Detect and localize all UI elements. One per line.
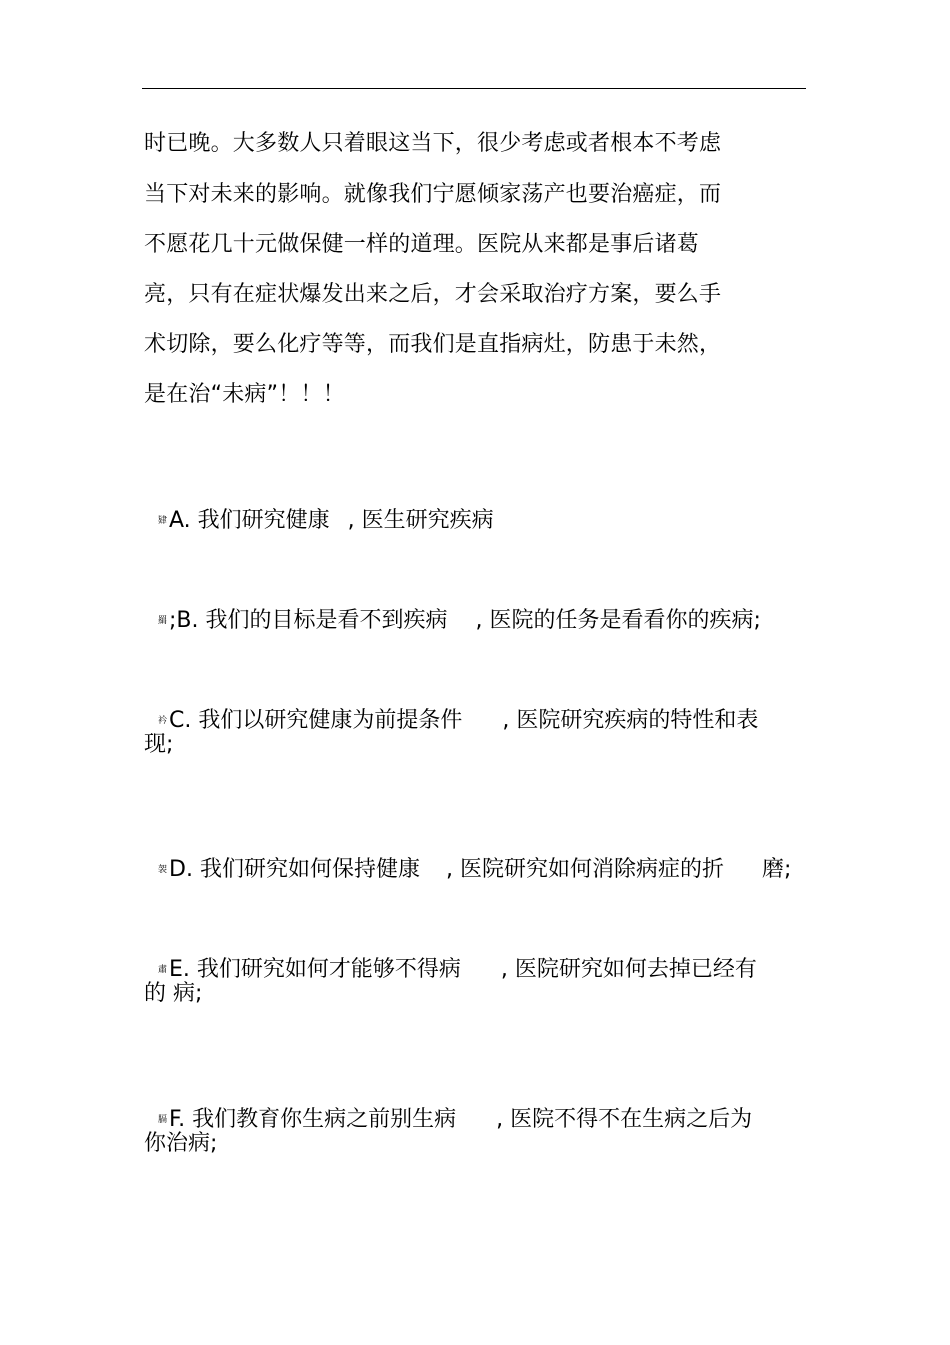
list-item-e [144,931,757,983]
item-left-text: C. 我们以研究健康为前提条件 [169,708,463,733]
list-item-a [144,482,494,534]
paragraph-line-1: 时已晚。大多数人只着眼这当下，很少考虑或者根本不考虑 [144,131,722,156]
item-mark: 羂 [158,616,168,626]
paragraph-line-5: 术切除，要么化疗等等，而我们是直指病灶，防患于未然， [144,332,722,357]
item-left-text: F. 我们教育你生病之前别生病 [169,1107,457,1132]
list-item-c [144,682,758,734]
item-mark: 肄 [158,516,168,526]
item-mark: 衿 [158,716,168,726]
list-item-c-continuation: 现; [144,732,174,757]
item-right-text: , 医院研究如何消除病症的折 [445,857,724,882]
paragraph-line-3: 不愿花几十元做保健一样的道理。医院从来都是事后诸葛 [144,232,700,257]
list-item-f [144,1081,752,1133]
list-item-d [144,831,791,883]
item-mark: 袈 [158,865,168,875]
item-mark: 肅 [158,965,168,975]
list-item-e-continuation: 的 病; [144,981,203,1006]
item-right-text: , 医院研究如何去掉已经有 [500,957,757,982]
paragraph-line-4: 亮，只有在症状爆发出来之后，才会采取治疗方案，要么手 [144,282,722,307]
item-left-text: A. 我们研究健康 [169,508,330,533]
item-mark: 膈 [158,1115,168,1125]
item-right-text: , 医院的任务是看看你的疾病; [475,608,761,633]
item-right-text: , 医院不得不在生病之后为 [496,1107,753,1132]
item-left-text: E. 我们研究如何才能够不得病 [169,957,461,982]
item-right-text-tail: 磨; [761,857,792,882]
header-rule [142,88,806,89]
item-left-text: D. 我们研究如何保持健康 [169,857,420,882]
item-right-text: , 医院研究疾病的特性和表 [502,708,759,733]
item-right-text: , 医生研究疾病 [347,508,494,533]
list-item-b [144,582,761,634]
list-item-f-continuation: 你治病; [144,1131,218,1156]
paragraph-line-6: 是在治“未病”！！！ [144,382,345,407]
paragraph-line-2: 当下对未来的影响。就像我们宁愿倾家荡产也要治癌症，而 [144,182,722,207]
item-left-text: ;B. 我们的目标是看不到疾病 [169,608,448,633]
